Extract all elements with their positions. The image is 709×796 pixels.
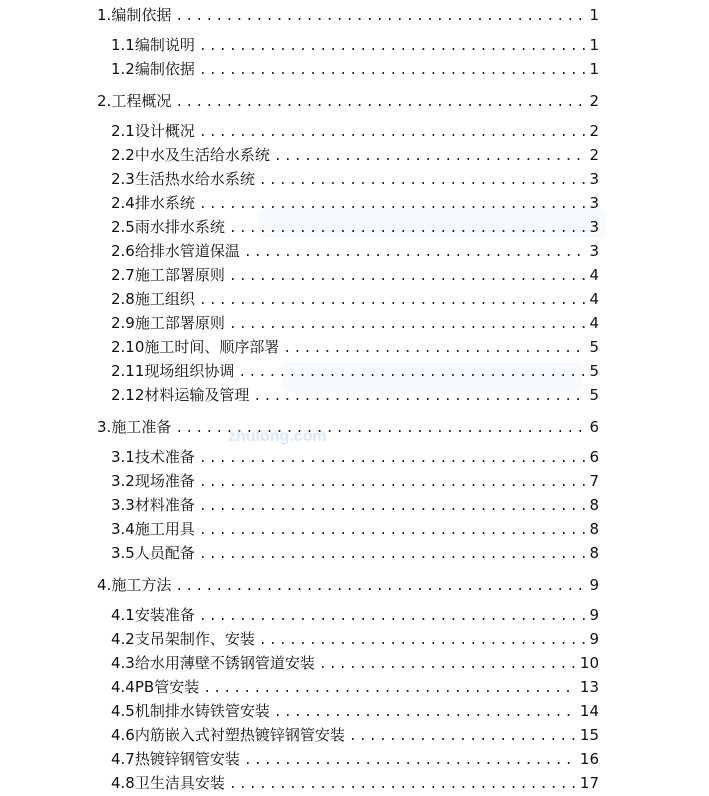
toc-entry-title: 材料运输及管理 — [144, 386, 250, 404]
toc-section-entry[interactable] — [111, 312, 599, 334]
toc-entry-title: 工程概况 — [111, 92, 172, 110]
toc-entry-title: 中水及生活给水系统 — [134, 146, 270, 164]
toc-dot-leader — [199, 290, 585, 312]
toc-entry-page-number: 8 — [589, 544, 599, 562]
toc-dot-leader — [175, 576, 585, 598]
toc-entry-title: 支吊架制作、安装 — [134, 630, 255, 648]
toc-entry-page-number: 3 — [589, 170, 599, 188]
toc-entry-number: 3.1 — [111, 448, 135, 466]
toc-entry-title: 技术准备 — [134, 448, 195, 466]
toc-dot-leader — [274, 146, 585, 168]
toc-entry-page-number: 2 — [589, 92, 599, 110]
toc-entry-page-number: 9 — [589, 576, 599, 594]
toc-chapter-entry[interactable] — [97, 90, 599, 112]
toc-entry-title: 施工准备 — [111, 418, 172, 436]
toc-dot-leader — [229, 218, 585, 240]
toc-dot-leader — [199, 520, 585, 542]
toc-dot-leader — [203, 678, 576, 700]
toc-entry-number: 4.5 — [111, 702, 135, 720]
toc-entry-page-number: 3 — [589, 218, 599, 236]
toc-entry-page-number: 5 — [589, 362, 599, 380]
toc-chapter-entry[interactable] — [97, 574, 599, 596]
toc-entry-number: 4.8 — [111, 774, 135, 792]
toc-entry-page-number: 9 — [589, 606, 599, 624]
toc-entry-title: 编制说明 — [134, 36, 195, 54]
toc-entry-number: 1. — [97, 6, 112, 24]
toc-entry-number: 1.2 — [111, 60, 135, 78]
toc-chapter-entry[interactable] — [97, 416, 599, 438]
toc-entry-number: 3.3 — [111, 496, 135, 514]
toc-entry-number: 2.10 — [111, 338, 145, 356]
toc-entry-page-number: 9 — [589, 630, 599, 648]
toc-entry-title: 编制依据 — [134, 60, 195, 78]
toc-entry-title: 施工组织 — [134, 290, 195, 308]
toc-dot-leader — [274, 702, 576, 724]
toc-entry-number: 2.2 — [111, 146, 135, 164]
toc-entry-number: 2.5 — [111, 218, 135, 236]
toc-entry-page-number: 4 — [589, 290, 599, 308]
toc-entry-number: 2.4 — [111, 194, 135, 212]
toc-section-entry[interactable] — [111, 652, 599, 674]
toc-section-entry[interactable] — [111, 542, 599, 564]
toc-entry-title: 现场准备 — [134, 472, 195, 490]
toc-entry-title: 给水用薄壁不锈钢管道安装 — [134, 654, 315, 672]
toc-entry-number: 4.6 — [111, 726, 135, 744]
toc-entry-title: 给排水管道保温 — [134, 242, 240, 260]
toc-entry-title: 施工用具 — [134, 520, 195, 538]
toc-entry-number: 4. — [97, 576, 112, 594]
toc-section-entry[interactable] — [111, 192, 599, 214]
toc-entry-page-number: 6 — [589, 418, 599, 436]
toc-entry-page-number: 5 — [589, 386, 599, 404]
toc-entry-title: 人员配备 — [134, 544, 195, 562]
toc-chapter-entry[interactable] — [97, 4, 599, 26]
toc-entry-title: 施工部署原则 — [134, 266, 225, 284]
toc-entry-page-number: 3 — [589, 194, 599, 212]
toc-entry-page-number: 4 — [589, 314, 599, 332]
toc-entry-number: 2.11 — [111, 362, 145, 380]
toc-dot-leader — [199, 36, 585, 58]
toc-entry-page-number: 7 — [589, 472, 599, 490]
toc-entry-number: 2.1 — [111, 122, 135, 140]
toc-entry-number: 1.1 — [111, 36, 135, 54]
toc-section-entry[interactable] — [111, 676, 599, 698]
toc-entry-number: 3.5 — [111, 544, 135, 562]
toc-dot-leader — [199, 496, 585, 518]
toc-section-entry[interactable] — [111, 58, 599, 80]
toc-dot-leader — [238, 362, 585, 384]
toc-entry-page-number: 1 — [589, 36, 599, 54]
toc-section-entry[interactable] — [111, 34, 599, 56]
toc-section-entry[interactable] — [111, 470, 599, 492]
toc-entry-number: 4.3 — [111, 654, 135, 672]
toc-section-entry[interactable] — [111, 494, 599, 516]
toc-entry-page-number: 1 — [589, 60, 599, 78]
toc-entry-page-number: 5 — [589, 338, 599, 356]
toc-entry-number: 2.6 — [111, 242, 135, 260]
toc-dot-leader — [229, 314, 585, 336]
toc-entry-number: 4.7 — [111, 750, 135, 768]
toc-entry-page-number: 8 — [589, 520, 599, 538]
toc-entry-page-number: 6 — [589, 448, 599, 466]
toc-dot-leader — [199, 544, 585, 566]
toc-entry-title: 施工部署原则 — [134, 314, 225, 332]
toc-dot-leader — [319, 654, 576, 676]
toc-dot-leader — [283, 338, 585, 360]
toc-dot-leader — [199, 448, 585, 470]
toc-dot-leader — [244, 242, 585, 264]
toc-entry-page-number: 4 — [589, 266, 599, 284]
toc-entry-number: 2.12 — [111, 386, 145, 404]
toc-section-entry[interactable] — [111, 700, 599, 722]
toc-dot-leader — [253, 386, 585, 408]
toc-dot-leader — [199, 60, 585, 82]
toc-section-entry[interactable] — [111, 772, 599, 794]
toc-entry-number: 3.4 — [111, 520, 135, 538]
toc-entry-page-number: 1 — [589, 6, 599, 24]
toc-dot-leader — [259, 170, 585, 192]
toc-entry-number: 3.2 — [111, 472, 135, 490]
toc-entry-page-number: 2 — [589, 122, 599, 140]
toc-entry-title: 施工时间、顺序部署 — [144, 338, 280, 356]
toc-entry-title: PB管安装 — [134, 678, 200, 696]
toc-entry-title: 设计概况 — [134, 122, 195, 140]
toc-entry-page-number: 2 — [589, 146, 599, 164]
toc-entry-number: 2.8 — [111, 290, 135, 308]
toc-entry-title: 雨水排水系统 — [134, 218, 225, 236]
toc-dot-leader — [259, 630, 585, 652]
toc-dot-leader — [229, 774, 576, 796]
toc-entry-title: 现场组织协调 — [144, 362, 235, 380]
toc-section-entry[interactable] — [111, 144, 599, 166]
toc-section-entry[interactable] — [111, 216, 599, 238]
toc-entry-title: 安装准备 — [134, 606, 195, 624]
toc-dot-leader — [349, 726, 576, 748]
toc-entry-page-number: 14 — [579, 702, 599, 720]
toc-entry-title: 排水系统 — [134, 194, 195, 212]
toc-entry-page-number: 17 — [579, 774, 599, 792]
toc-section-entry[interactable] — [111, 264, 599, 286]
toc-dot-leader — [199, 194, 585, 216]
toc-entry-title: 内筋嵌入式衬塑热镀锌钢管安装 — [134, 726, 345, 744]
toc-section-entry[interactable] — [111, 446, 599, 468]
toc-section-entry[interactable] — [111, 518, 599, 540]
toc-entry-title: 生活热水给水系统 — [134, 170, 255, 188]
toc-entry-number: 4.2 — [111, 630, 135, 648]
toc-section-entry[interactable] — [111, 384, 599, 406]
toc-entry-number: 2.9 — [111, 314, 135, 332]
toc-section-entry[interactable] — [111, 724, 599, 746]
toc-entry-title: 热镀锌钢管安装 — [134, 750, 240, 768]
toc-dot-leader — [199, 472, 585, 494]
toc-entry-page-number: 8 — [589, 496, 599, 514]
toc-entry-number: 2.7 — [111, 266, 135, 284]
toc-entry-page-number: 3 — [589, 242, 599, 260]
toc-dot-leader — [199, 122, 585, 144]
watermark-text: zhulong.com — [228, 428, 327, 445]
toc-entry-number: 4.1 — [111, 606, 135, 624]
toc-entry-title: 卫生洁具安装 — [134, 774, 225, 792]
toc-entry-page-number: 13 — [579, 678, 599, 696]
toc-section-entry[interactable] — [111, 336, 599, 358]
toc-entry-number: 2. — [97, 92, 112, 110]
toc-entry-title: 施工方法 — [111, 576, 172, 594]
toc-dot-leader — [229, 266, 585, 288]
toc-dot-leader — [244, 750, 576, 772]
toc-section-entry[interactable] — [111, 360, 599, 382]
toc-entry-number: 3. — [97, 418, 112, 436]
toc-section-entry[interactable] — [111, 120, 599, 142]
toc-section-entry[interactable] — [111, 288, 599, 310]
toc-entry-title: 机制排水铸铁管安装 — [134, 702, 270, 720]
toc-section-entry[interactable] — [111, 604, 599, 626]
toc-dot-leader — [175, 6, 585, 28]
toc-entry-title: 材料准备 — [134, 496, 195, 514]
toc-dot-leader — [175, 92, 585, 114]
toc-entry-page-number: 10 — [579, 654, 599, 672]
toc-dot-leader — [199, 606, 585, 628]
toc-entry-page-number: 16 — [579, 750, 599, 768]
toc-entry-number: 4.4 — [111, 678, 135, 696]
toc-entry-title: 编制依据 — [111, 6, 172, 24]
toc-entry-number: 2.3 — [111, 170, 135, 188]
toc-entry-page-number: 15 — [579, 726, 599, 744]
toc-section-entry[interactable] — [111, 628, 599, 650]
toc-section-entry[interactable] — [111, 240, 599, 262]
toc-section-entry[interactable] — [111, 168, 599, 190]
toc-section-entry[interactable] — [111, 748, 599, 770]
